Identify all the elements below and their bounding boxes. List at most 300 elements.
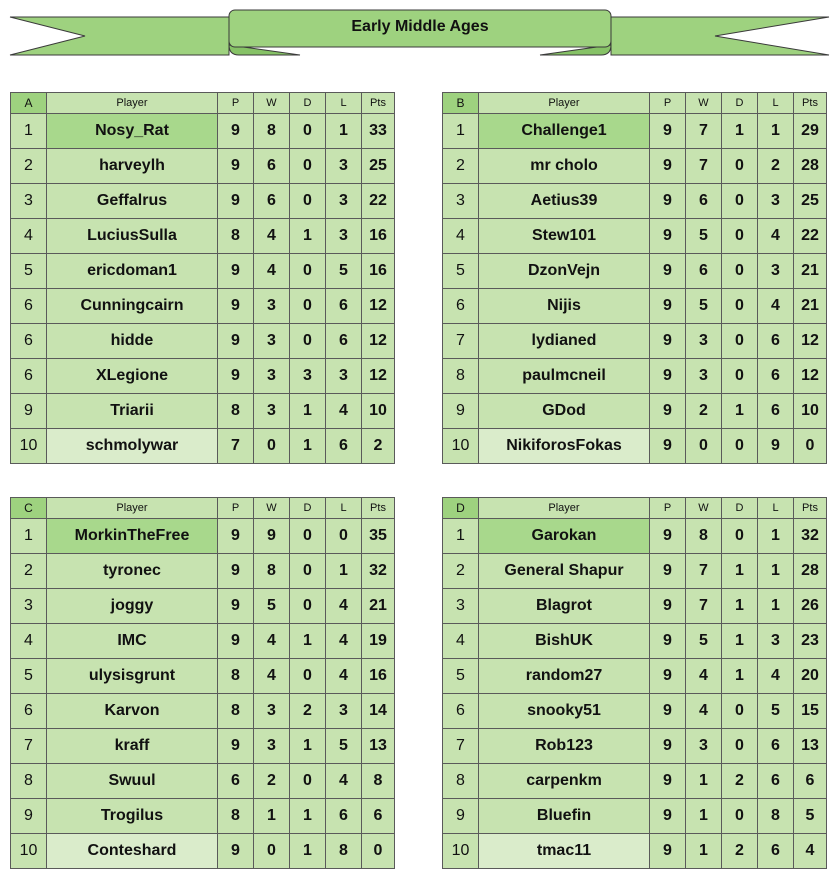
column-header-w: W bbox=[254, 498, 290, 519]
rank-cell: 7 bbox=[443, 729, 479, 764]
rank-cell: 10 bbox=[443, 429, 479, 464]
d-cell: 1 bbox=[722, 589, 758, 624]
p-cell: 9 bbox=[218, 114, 254, 149]
p-cell: 9 bbox=[218, 834, 254, 869]
player-name-cell: NikiforosFokas bbox=[479, 429, 650, 464]
rank-cell: 10 bbox=[11, 429, 47, 464]
player-name-cell: joggy bbox=[47, 589, 218, 624]
d-cell: 1 bbox=[290, 834, 326, 869]
pts-cell: 10 bbox=[362, 394, 395, 429]
w-cell: 0 bbox=[254, 834, 290, 869]
rank-cell: 2 bbox=[443, 554, 479, 589]
player-name-cell: ericdoman1 bbox=[47, 254, 218, 289]
d-cell: 0 bbox=[722, 359, 758, 394]
pts-cell: 33 bbox=[362, 114, 395, 149]
pts-cell: 26 bbox=[794, 589, 827, 624]
w-cell: 8 bbox=[254, 114, 290, 149]
column-header-pts: Pts bbox=[794, 498, 827, 519]
w-cell: 5 bbox=[686, 219, 722, 254]
p-cell: 8 bbox=[218, 394, 254, 429]
w-cell: 3 bbox=[254, 729, 290, 764]
table-row bbox=[443, 394, 827, 429]
table-row bbox=[11, 834, 395, 869]
pts-cell: 28 bbox=[794, 149, 827, 184]
player-name-cell: mr cholo bbox=[479, 149, 650, 184]
column-header-pts: Pts bbox=[362, 93, 395, 114]
table-row bbox=[443, 694, 827, 729]
player-name-cell: ulysisgrunt bbox=[47, 659, 218, 694]
p-cell: 9 bbox=[650, 764, 686, 799]
w-cell: 8 bbox=[254, 554, 290, 589]
player-name-cell: hidde bbox=[47, 324, 218, 359]
p-cell: 9 bbox=[650, 694, 686, 729]
w-cell: 1 bbox=[254, 799, 290, 834]
p-cell: 9 bbox=[650, 589, 686, 624]
rank-cell: 7 bbox=[443, 324, 479, 359]
column-header-p: P bbox=[650, 498, 686, 519]
player-name-cell: General Shapur bbox=[479, 554, 650, 589]
w-cell: 7 bbox=[686, 554, 722, 589]
table-row bbox=[11, 519, 395, 554]
d-cell: 0 bbox=[722, 694, 758, 729]
d-cell: 1 bbox=[290, 729, 326, 764]
rank-cell: 8 bbox=[443, 359, 479, 394]
p-cell: 9 bbox=[650, 394, 686, 429]
d-cell: 0 bbox=[290, 149, 326, 184]
player-name-cell: carpenkm bbox=[479, 764, 650, 799]
pts-cell: 16 bbox=[362, 659, 395, 694]
l-cell: 4 bbox=[326, 659, 362, 694]
w-cell: 2 bbox=[254, 764, 290, 799]
pts-cell: 22 bbox=[794, 219, 827, 254]
table-row bbox=[443, 519, 827, 554]
player-name-cell: Blagrot bbox=[479, 589, 650, 624]
table-row bbox=[11, 219, 395, 254]
rank-cell: 6 bbox=[443, 289, 479, 324]
d-cell: 0 bbox=[722, 429, 758, 464]
l-cell: 5 bbox=[758, 694, 794, 729]
table-row bbox=[443, 764, 827, 799]
table-row bbox=[443, 834, 827, 869]
table-row bbox=[11, 324, 395, 359]
rank-cell: 1 bbox=[443, 519, 479, 554]
column-header-w: W bbox=[686, 93, 722, 114]
rank-cell: 6 bbox=[11, 359, 47, 394]
rank-cell: 10 bbox=[443, 834, 479, 869]
player-name-cell: tyronec bbox=[47, 554, 218, 589]
l-cell: 0 bbox=[326, 519, 362, 554]
p-cell: 9 bbox=[650, 219, 686, 254]
table-row bbox=[11, 554, 395, 589]
d-cell: 0 bbox=[722, 799, 758, 834]
column-header-d: D bbox=[722, 93, 758, 114]
player-name-cell: snooky51 bbox=[479, 694, 650, 729]
table-row bbox=[443, 324, 827, 359]
rank-cell: 5 bbox=[11, 659, 47, 694]
column-header-p: P bbox=[218, 498, 254, 519]
p-cell: 9 bbox=[218, 149, 254, 184]
pts-cell: 12 bbox=[362, 359, 395, 394]
pts-cell: 0 bbox=[362, 834, 395, 869]
w-cell: 9 bbox=[254, 519, 290, 554]
l-cell: 4 bbox=[326, 624, 362, 659]
rank-cell: 6 bbox=[11, 289, 47, 324]
d-cell: 0 bbox=[290, 659, 326, 694]
p-cell: 9 bbox=[218, 554, 254, 589]
column-header-p: P bbox=[650, 93, 686, 114]
d-cell: 0 bbox=[290, 184, 326, 219]
table-row bbox=[443, 799, 827, 834]
p-cell: 8 bbox=[218, 694, 254, 729]
rank-cell: 9 bbox=[443, 394, 479, 429]
table-row bbox=[443, 429, 827, 464]
p-cell: 9 bbox=[218, 589, 254, 624]
player-name-cell: paulmcneil bbox=[479, 359, 650, 394]
w-cell: 6 bbox=[686, 254, 722, 289]
d-cell: 0 bbox=[290, 114, 326, 149]
w-cell: 4 bbox=[686, 659, 722, 694]
rank-cell: 9 bbox=[443, 799, 479, 834]
table-row bbox=[443, 289, 827, 324]
column-header-d: D bbox=[290, 498, 326, 519]
pts-cell: 10 bbox=[794, 394, 827, 429]
player-name-cell: schmolywar bbox=[47, 429, 218, 464]
p-cell: 9 bbox=[650, 254, 686, 289]
group-a-table bbox=[10, 92, 395, 464]
pts-cell: 8 bbox=[362, 764, 395, 799]
column-header-w: W bbox=[686, 498, 722, 519]
d-cell: 0 bbox=[722, 254, 758, 289]
w-cell: 3 bbox=[686, 729, 722, 764]
column-header-l: L bbox=[326, 498, 362, 519]
w-cell: 4 bbox=[254, 219, 290, 254]
table-row bbox=[11, 149, 395, 184]
pts-cell: 0 bbox=[794, 429, 827, 464]
l-cell: 3 bbox=[758, 624, 794, 659]
table-row bbox=[443, 589, 827, 624]
p-cell: 9 bbox=[650, 429, 686, 464]
d-cell: 3 bbox=[290, 359, 326, 394]
l-cell: 8 bbox=[758, 799, 794, 834]
player-name-cell: Karvon bbox=[47, 694, 218, 729]
w-cell: 3 bbox=[254, 289, 290, 324]
table-row bbox=[443, 359, 827, 394]
d-cell: 2 bbox=[722, 834, 758, 869]
rank-cell: 6 bbox=[11, 694, 47, 729]
player-name-cell: Rob123 bbox=[479, 729, 650, 764]
w-cell: 6 bbox=[254, 184, 290, 219]
p-cell: 9 bbox=[218, 519, 254, 554]
l-cell: 1 bbox=[758, 114, 794, 149]
pts-cell: 4 bbox=[794, 834, 827, 869]
w-cell: 5 bbox=[254, 589, 290, 624]
rank-cell: 10 bbox=[11, 834, 47, 869]
l-cell: 1 bbox=[758, 589, 794, 624]
rank-cell: 8 bbox=[11, 764, 47, 799]
rank-cell: 3 bbox=[11, 589, 47, 624]
pts-cell: 2 bbox=[362, 429, 395, 464]
pts-cell: 13 bbox=[794, 729, 827, 764]
p-cell: 9 bbox=[650, 149, 686, 184]
pts-cell: 22 bbox=[362, 184, 395, 219]
w-cell: 3 bbox=[254, 324, 290, 359]
w-cell: 3 bbox=[254, 359, 290, 394]
player-name-cell: Garokan bbox=[479, 519, 650, 554]
p-cell: 9 bbox=[218, 359, 254, 394]
w-cell: 4 bbox=[254, 624, 290, 659]
group-b-table bbox=[442, 92, 827, 464]
p-cell: 9 bbox=[650, 554, 686, 589]
rank-cell: 9 bbox=[11, 799, 47, 834]
l-cell: 3 bbox=[758, 254, 794, 289]
table-row bbox=[11, 589, 395, 624]
l-cell: 3 bbox=[326, 219, 362, 254]
pts-cell: 21 bbox=[362, 589, 395, 624]
player-name-cell: Nijis bbox=[479, 289, 650, 324]
d-cell: 1 bbox=[722, 659, 758, 694]
column-header-player: Player bbox=[479, 498, 650, 519]
l-cell: 5 bbox=[326, 729, 362, 764]
player-name-cell: Triarii bbox=[47, 394, 218, 429]
d-cell: 0 bbox=[290, 289, 326, 324]
p-cell: 9 bbox=[218, 729, 254, 764]
pts-cell: 19 bbox=[362, 624, 395, 659]
pts-cell: 21 bbox=[794, 289, 827, 324]
table-row bbox=[443, 554, 827, 589]
table-row bbox=[11, 184, 395, 219]
d-cell: 0 bbox=[290, 519, 326, 554]
p-cell: 9 bbox=[650, 114, 686, 149]
rank-cell: 9 bbox=[11, 394, 47, 429]
pts-cell: 23 bbox=[794, 624, 827, 659]
w-cell: 6 bbox=[686, 184, 722, 219]
d-cell: 1 bbox=[722, 554, 758, 589]
rank-cell: 3 bbox=[11, 184, 47, 219]
p-cell: 6 bbox=[218, 764, 254, 799]
w-cell: 1 bbox=[686, 834, 722, 869]
player-name-cell: Conteshard bbox=[47, 834, 218, 869]
player-name-cell: Cunningcairn bbox=[47, 289, 218, 324]
p-cell: 9 bbox=[650, 519, 686, 554]
column-header-player: Player bbox=[479, 93, 650, 114]
rank-cell: 4 bbox=[443, 624, 479, 659]
l-cell: 6 bbox=[758, 394, 794, 429]
w-cell: 1 bbox=[686, 764, 722, 799]
column-header-p: P bbox=[218, 93, 254, 114]
pts-cell: 6 bbox=[362, 799, 395, 834]
player-name-cell: lydianed bbox=[479, 324, 650, 359]
d-cell: 2 bbox=[290, 694, 326, 729]
l-cell: 4 bbox=[326, 589, 362, 624]
p-cell: 9 bbox=[650, 834, 686, 869]
table-row bbox=[11, 114, 395, 149]
pts-cell: 20 bbox=[794, 659, 827, 694]
pts-cell: 6 bbox=[794, 764, 827, 799]
table-header-row bbox=[443, 498, 827, 519]
table-row bbox=[11, 764, 395, 799]
table-row bbox=[11, 254, 395, 289]
p-cell: 9 bbox=[650, 729, 686, 764]
player-name-cell: harveylh bbox=[47, 149, 218, 184]
pts-cell: 12 bbox=[362, 289, 395, 324]
d-cell: 0 bbox=[722, 729, 758, 764]
p-cell: 9 bbox=[218, 324, 254, 359]
player-name-cell: kraff bbox=[47, 729, 218, 764]
d-cell: 0 bbox=[290, 324, 326, 359]
w-cell: 4 bbox=[254, 254, 290, 289]
d-cell: 2 bbox=[722, 764, 758, 799]
rank-cell: 6 bbox=[443, 694, 479, 729]
l-cell: 9 bbox=[758, 429, 794, 464]
table-header-row bbox=[11, 498, 395, 519]
table-row bbox=[443, 254, 827, 289]
rank-cell: 6 bbox=[11, 324, 47, 359]
w-cell: 3 bbox=[686, 324, 722, 359]
pts-cell: 25 bbox=[362, 149, 395, 184]
d-cell: 1 bbox=[290, 624, 326, 659]
pts-cell: 12 bbox=[362, 324, 395, 359]
pts-cell: 35 bbox=[362, 519, 395, 554]
group-d-table bbox=[442, 497, 827, 869]
rank-cell: 8 bbox=[443, 764, 479, 799]
pts-cell: 14 bbox=[362, 694, 395, 729]
pts-cell: 32 bbox=[794, 519, 827, 554]
l-cell: 3 bbox=[758, 184, 794, 219]
l-cell: 2 bbox=[758, 149, 794, 184]
column-header-player: Player bbox=[47, 93, 218, 114]
column-header-pts: Pts bbox=[362, 498, 395, 519]
player-name-cell: tmac11 bbox=[479, 834, 650, 869]
table-row bbox=[11, 429, 395, 464]
l-cell: 4 bbox=[758, 659, 794, 694]
p-cell: 9 bbox=[650, 799, 686, 834]
pts-cell: 13 bbox=[362, 729, 395, 764]
w-cell: 4 bbox=[254, 659, 290, 694]
w-cell: 8 bbox=[686, 519, 722, 554]
l-cell: 3 bbox=[326, 694, 362, 729]
p-cell: 9 bbox=[650, 324, 686, 359]
player-name-cell: random27 bbox=[479, 659, 650, 694]
group-label: C bbox=[11, 498, 47, 519]
table-row bbox=[11, 694, 395, 729]
l-cell: 1 bbox=[326, 554, 362, 589]
p-cell: 9 bbox=[650, 659, 686, 694]
table-row bbox=[443, 624, 827, 659]
rank-cell: 1 bbox=[11, 519, 47, 554]
p-cell: 7 bbox=[218, 429, 254, 464]
pts-cell: 21 bbox=[794, 254, 827, 289]
d-cell: 1 bbox=[290, 799, 326, 834]
player-name-cell: IMC bbox=[47, 624, 218, 659]
d-cell: 0 bbox=[722, 289, 758, 324]
rank-cell: 4 bbox=[11, 624, 47, 659]
group-label: D bbox=[443, 498, 479, 519]
table-header-row bbox=[443, 93, 827, 114]
column-header-w: W bbox=[254, 93, 290, 114]
column-header-l: L bbox=[326, 93, 362, 114]
table-row bbox=[11, 729, 395, 764]
w-cell: 1 bbox=[686, 799, 722, 834]
d-cell: 1 bbox=[722, 394, 758, 429]
d-cell: 0 bbox=[290, 589, 326, 624]
group-label: A bbox=[11, 93, 47, 114]
p-cell: 9 bbox=[650, 359, 686, 394]
d-cell: 0 bbox=[290, 764, 326, 799]
rank-cell: 3 bbox=[443, 184, 479, 219]
l-cell: 8 bbox=[326, 834, 362, 869]
l-cell: 6 bbox=[758, 834, 794, 869]
group-c-table bbox=[10, 497, 395, 869]
p-cell: 8 bbox=[218, 799, 254, 834]
rank-cell: 4 bbox=[11, 219, 47, 254]
p-cell: 9 bbox=[650, 624, 686, 659]
w-cell: 7 bbox=[686, 149, 722, 184]
player-name-cell: Stew101 bbox=[479, 219, 650, 254]
l-cell: 6 bbox=[326, 289, 362, 324]
table-row bbox=[443, 729, 827, 764]
w-cell: 6 bbox=[254, 149, 290, 184]
rank-cell: 3 bbox=[443, 589, 479, 624]
d-cell: 0 bbox=[290, 554, 326, 589]
player-name-cell: XLegione bbox=[47, 359, 218, 394]
l-cell: 1 bbox=[758, 519, 794, 554]
l-cell: 6 bbox=[326, 429, 362, 464]
l-cell: 6 bbox=[758, 324, 794, 359]
table-row bbox=[11, 289, 395, 324]
table-row bbox=[443, 114, 827, 149]
player-name-cell: Trogilus bbox=[47, 799, 218, 834]
player-name-cell: LuciusSulla bbox=[47, 219, 218, 254]
p-cell: 9 bbox=[218, 289, 254, 324]
w-cell: 7 bbox=[686, 114, 722, 149]
pts-cell: 12 bbox=[794, 359, 827, 394]
rank-cell: 2 bbox=[443, 149, 479, 184]
table-row bbox=[11, 359, 395, 394]
w-cell: 0 bbox=[686, 429, 722, 464]
player-name-cell: DzonVejn bbox=[479, 254, 650, 289]
d-cell: 1 bbox=[290, 429, 326, 464]
l-cell: 3 bbox=[326, 149, 362, 184]
w-cell: 2 bbox=[686, 394, 722, 429]
d-cell: 0 bbox=[722, 184, 758, 219]
p-cell: 9 bbox=[218, 254, 254, 289]
table-row bbox=[443, 184, 827, 219]
table-row bbox=[11, 394, 395, 429]
d-cell: 1 bbox=[290, 219, 326, 254]
l-cell: 6 bbox=[758, 764, 794, 799]
d-cell: 0 bbox=[722, 324, 758, 359]
w-cell: 5 bbox=[686, 289, 722, 324]
pts-cell: 16 bbox=[362, 219, 395, 254]
rank-cell: 1 bbox=[11, 114, 47, 149]
w-cell: 3 bbox=[254, 694, 290, 729]
l-cell: 1 bbox=[326, 114, 362, 149]
l-cell: 4 bbox=[326, 764, 362, 799]
d-cell: 1 bbox=[722, 114, 758, 149]
rank-cell: 1 bbox=[443, 114, 479, 149]
player-name-cell: Geffalrus bbox=[47, 184, 218, 219]
d-cell: 0 bbox=[722, 219, 758, 254]
l-cell: 6 bbox=[758, 729, 794, 764]
rank-cell: 2 bbox=[11, 554, 47, 589]
p-cell: 9 bbox=[218, 624, 254, 659]
d-cell: 0 bbox=[722, 519, 758, 554]
table-row bbox=[11, 799, 395, 834]
rank-cell: 5 bbox=[11, 254, 47, 289]
rank-cell: 4 bbox=[443, 219, 479, 254]
pts-cell: 25 bbox=[794, 184, 827, 219]
p-cell: 9 bbox=[650, 289, 686, 324]
